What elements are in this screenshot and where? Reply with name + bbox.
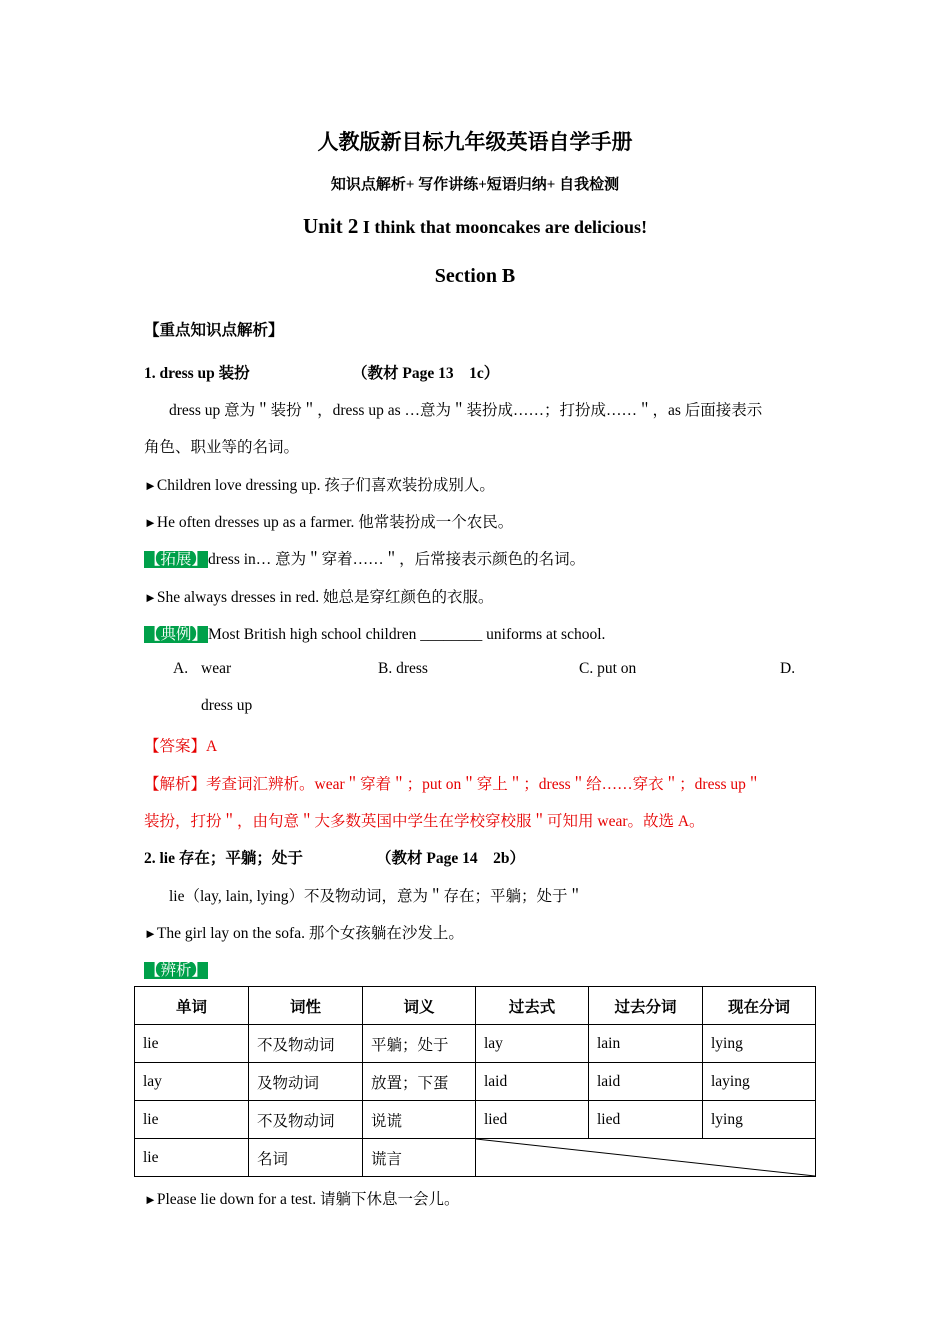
item1-heading: 1. dress up 装扮 <box>144 365 250 382</box>
table-cell: laid <box>476 1063 589 1101</box>
item2-reference: （教材 Page 14 2b） <box>376 850 525 867</box>
table-cell: 放置；下蛋 <box>363 1063 476 1101</box>
table-cell: lay <box>476 1025 589 1063</box>
pointer-triangle-icon: ► <box>144 478 157 493</box>
table-cell: lie <box>135 1101 249 1139</box>
answer: 【答案】A <box>144 738 218 755</box>
table-header-cell: 过去分词 <box>589 987 703 1025</box>
item1-example3: ►She always dresses in red. 她总是穿红颜色的衣服。 <box>144 589 494 606</box>
empty-merged-cell <box>476 1139 816 1177</box>
table-header-cell: 单词 <box>135 987 249 1025</box>
compare-tag: 【辨析】 <box>145 962 208 979</box>
item2-heading: 2. lie 存在；平躺；处于 <box>144 850 303 867</box>
table-cell: 谎言 <box>363 1139 476 1177</box>
option-d-text: dress up <box>201 697 253 714</box>
table-header-cell: 现在分词 <box>703 987 816 1025</box>
analysis-line2: 装扮，打扮＂，由句意＂大多数英国中学生在学校穿校服＂可知用 wear。故选 A。 <box>144 813 705 830</box>
item1-example1: ►Children love dressing up. 孩子们喜欢装扮成别人。 <box>144 477 495 494</box>
table-cell: lie <box>135 1139 249 1177</box>
table-cell: 不及物动词 <box>249 1101 363 1139</box>
table-header-row <box>135 987 816 1025</box>
item1-example2: ►He often dresses up as a farmer. 他常装扮成一个农民。 <box>144 514 514 531</box>
unit-prefix: Unit 2 <box>302 214 359 238</box>
document-subtitle: 知识点解析+ 写作讲练+短语归纳+ 自我检测 <box>330 177 620 193</box>
item2-example1: ►The girl lay on the sofa. 那个女孩躺在沙发上。 <box>144 925 464 942</box>
table-cell: 平躺；处于 <box>363 1025 476 1063</box>
item1-description-line2: 角色、职业等的名词。 <box>144 439 300 456</box>
unit-name: I think that mooncakes are delicious! <box>358 217 648 237</box>
example-tag: 【典例】 <box>145 626 208 643</box>
table-cell: 名词 <box>249 1139 363 1177</box>
pointer-triangle-icon: ► <box>144 515 157 530</box>
option-a-letter: A. <box>173 660 189 677</box>
table-cell: lied <box>589 1101 703 1139</box>
table-cell: 说谎 <box>363 1101 476 1139</box>
analysis-line1: 【解析】考查词汇辨析。wear＂穿着＂；put on＂穿上＂；dress＂给……穿衣＂；dress up＂ <box>144 776 762 793</box>
table-cell: lain <box>589 1025 703 1063</box>
pointer-triangle-icon: ► <box>144 590 157 605</box>
item1-exercise: 【典例】Most British high school children ________ uniforms at school. <box>145 626 606 643</box>
table-row <box>135 1101 816 1139</box>
comparison-table <box>134 986 816 1177</box>
table-row <box>135 1063 816 1101</box>
table-cell: 及物动词 <box>249 1063 363 1101</box>
item1-description-line1: dress up 意为＂装扮＂，dress up as …意为＂装扮成……；打扮成……＂，as 后面接表示 <box>169 402 763 419</box>
table-cell: lying <box>703 1101 816 1139</box>
table-header-cell: 过去式 <box>476 987 589 1025</box>
table-cell: laid <box>589 1063 703 1101</box>
diagonal-slash <box>476 1139 815 1176</box>
option-d-letter: D. <box>780 660 796 677</box>
item2-description: lie（lay, lain, lying）不及物动词，意为＂存在；平躺；处于＂ <box>169 888 584 905</box>
table-row <box>135 1025 816 1063</box>
item2-example2: ►Please lie down for a test. 请躺下休息一会儿。 <box>144 1191 460 1208</box>
table-cell: lie <box>135 1025 249 1063</box>
unit-title <box>0 214 950 239</box>
table-header-cell: 词义 <box>363 987 476 1025</box>
option-c: C. put on <box>579 660 637 677</box>
table-cell: lay <box>135 1063 249 1101</box>
compare-tag-line <box>144 958 208 980</box>
table-cell: lying <box>703 1025 816 1063</box>
item1-extension: 【拓展】dress in… 意为＂穿着……＂，后常接表示颜色的名词。 <box>145 551 586 568</box>
option-b: B. dress <box>378 660 428 677</box>
pointer-triangle-icon: ► <box>144 926 157 941</box>
table-header-cell: 词性 <box>249 987 363 1025</box>
document-title: 人教版新目标九年级英语自学手册 <box>317 130 633 154</box>
option-a-text: wear <box>201 660 232 677</box>
table-cell: lied <box>476 1101 589 1139</box>
table-cell: 不及物动词 <box>249 1025 363 1063</box>
key-points-heading: 【重点知识点解析】 <box>144 322 284 339</box>
table-cell: laying <box>703 1063 816 1101</box>
table-row <box>135 1139 816 1177</box>
section-title: Section B <box>434 265 516 287</box>
item1-reference: （教材 Page 13 1c） <box>352 365 500 382</box>
pointer-triangle-icon: ► <box>144 1192 157 1207</box>
extension-tag: 【拓展】 <box>145 551 208 568</box>
